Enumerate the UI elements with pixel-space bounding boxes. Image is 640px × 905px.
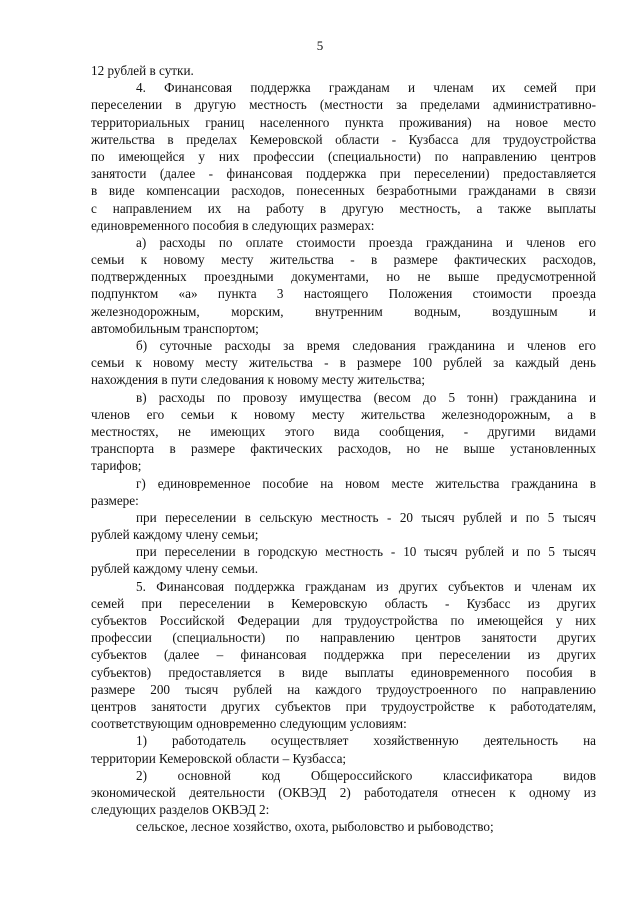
text-line: переселении в другую местность (местности за пределами административно-: [91, 97, 596, 113]
text-line: рублей каждому члену семьи;: [91, 527, 259, 543]
text-line: железнодорожным, морским, внутренним водным, воздушным и: [91, 303, 596, 319]
text-line: субъектов Российской Федерации для трудоустройства по имеющейся у них: [91, 613, 596, 628]
text-line: рублей каждому члену семьи.: [91, 561, 259, 577]
text-line: подпунктом «а» пункта 3 настоящего Положения стоимости проезда: [91, 286, 596, 302]
text-line: занятости (далее - финансовая поддержка при переселении) предоставляется: [91, 166, 596, 182]
text-line: автомобильным транспортом;: [91, 320, 259, 336]
document-body: [91, 62, 596, 835]
text-line: размере:: [91, 492, 139, 508]
text-line: субъектов (далее – финансовая поддержка при переселении из других: [91, 647, 596, 663]
page-number: 5: [316, 38, 324, 53]
text-line: по имеющейся у них профессии (специальности) по направлению центров: [91, 148, 596, 164]
text-line: тарифов;: [91, 458, 142, 474]
text-line: в виде компенсации расходов, понесенных безработными гражданами в связи: [91, 183, 596, 199]
text-line: субъектов) предоставляется в виде выплаты единовременного пособия в: [91, 664, 596, 680]
text-line: профессии (специальности) по направлению центров занятости других: [91, 630, 596, 646]
text-line: размере 200 тысяч рублей на каждого трудоустроенного по направлению: [91, 681, 596, 697]
text-line: 4. Финансовая поддержка гражданам и членам их семей при: [136, 80, 596, 96]
text-line: 2) основной код Общероссийского классификатора видов: [136, 767, 596, 783]
text-line: территориальных границ населенного пункта проживания) на новое место: [91, 114, 596, 130]
text-line: при переселении в городскую местность - 10 тысяч рублей и по 5 тысяч: [136, 544, 596, 560]
text-line: 5. Финансовая поддержка гражданам из других субъектов и членам их: [136, 578, 596, 594]
text-line: 12 рублей в сутки.: [91, 63, 194, 78]
text-line: а) расходы по оплате стоимости проезда гражданина и членов его: [136, 234, 596, 250]
text-line: подтвержденных проездными документами, но не выше предусмотренной: [91, 269, 596, 285]
text-line: членов его семьи к новому месту жительства железнодорожным, а в: [91, 406, 596, 422]
text-line: сельское, лесное хозяйство, охота, рыболовство и рыбоводство;: [136, 819, 494, 835]
text-line: семей при переселении в Кемеровскую область - Кузбасс из других: [91, 595, 596, 611]
text-line: центров занятости других субъектов при трудоустройстве к работодателям,: [91, 698, 596, 714]
text-line: следующих разделов ОКВЭД 2:: [91, 802, 270, 818]
text-line: в) расходы по провозу имущества (весом до 5 тонн) гражданина и: [136, 389, 596, 405]
text-line: территории Кемеровской области – Кузбасса;: [91, 750, 347, 766]
text-line: экономической деятельности (ОКВЭД 2) работодателя отнесен к одному из: [91, 784, 596, 800]
text-line: нахождения в пути следования к новому месту жительства;: [91, 372, 426, 388]
text-line: единовременного пособия в следующих размерах:: [91, 217, 375, 233]
text-line: жительства в пределах Кемеровской области - Кузбасса для трудоустройства: [91, 131, 596, 147]
text-line: соответствующим одновременно следующим условиям:: [91, 716, 407, 732]
text-line: семьи к новому месту жительства - в размере фактических расходов,: [91, 252, 596, 268]
text-line: местностях, не имеющих этого вида сообщения, - другими видами: [91, 423, 596, 439]
text-line: 1) работодатель осуществляет хозяйственную деятельность на: [136, 733, 596, 749]
text-line: б) суточные расходы за время следования гражданина и членов его: [136, 338, 596, 353]
text-line: при переселении в сельскую местность - 20 тысяч рублей и по 5 тысяч: [136, 509, 596, 525]
text-line: г) единовременное пособие на новом месте жительства гражданина в: [136, 475, 596, 491]
text-line: семьи к новому месту жительства - в размере 100 рублей за каждый день: [91, 355, 596, 371]
text-line: транспорта в размере фактических расходов, но не выше установленных: [91, 441, 596, 457]
text-line: с направлением их на работу в другую местность, а также выплаты: [91, 200, 596, 216]
